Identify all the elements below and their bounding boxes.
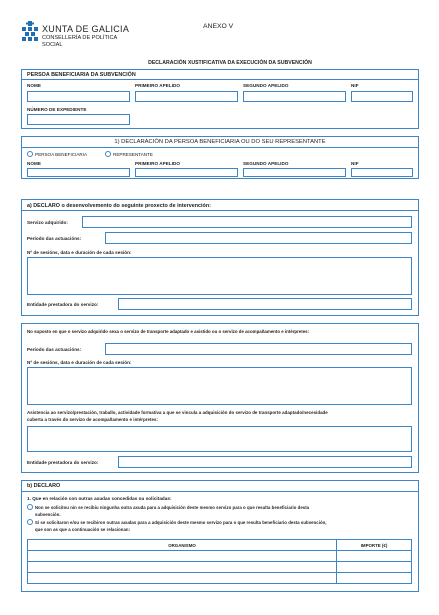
beneficiary-divider	[21, 79, 419, 80]
declarant-name-field[interactable]	[27, 168, 130, 177]
transport-provider-field[interactable]	[118, 456, 412, 468]
declaration-heading: 1) DECLARACIÓN DA PERSOA BENEFICIARIA OU DO SEU REPRESENTANTE	[114, 139, 326, 145]
period-label: Período das actuacións:	[27, 236, 82, 241]
no-other-aid-line2: subvención.	[35, 512, 61, 517]
transport-provider-label: Entidade prestadora do servizo:	[27, 460, 99, 465]
assistance-label-line1: Asistencia ao servizo/prestación, traballo, actividade formativa a que se vincula a adquisición do servizo de transporte adaptado/necesidade	[27, 410, 328, 415]
other-aid-question: 1. Que en relación con outras axudas concedidas ou solicitadas:	[27, 496, 172, 501]
sessions-label: Nº de sesións, data e duración de cada sesión:	[27, 250, 132, 255]
xunta-logo	[21, 21, 39, 45]
organismo-header: ORGANISMO	[28, 540, 337, 551]
period-field[interactable]	[105, 232, 412, 244]
table-row	[28, 551, 412, 562]
table-row	[28, 562, 412, 573]
document-title: DECLARACIÓN XUSTIFICATIVA DA EXECUCIÓN DA SUBVENCIÓN	[148, 60, 312, 66]
transport-period-field[interactable]	[105, 343, 412, 355]
declarant-nif-field[interactable]	[351, 168, 413, 177]
beneficiary-second-surname-field[interactable]	[243, 91, 346, 102]
declarant-first-surname-field[interactable]	[135, 168, 238, 177]
transport-period-label: Período das actuacións:	[27, 347, 82, 352]
file-number-label: NÚMERO DE EXPEDIENTE	[27, 107, 87, 112]
beneficiary-heading: PERSOA BENEFICIARIA DA SUBVENCIÓN	[27, 72, 136, 78]
declaration-divider	[21, 147, 419, 148]
service-field[interactable]	[82, 216, 412, 228]
declaro-divider	[21, 491, 419, 492]
importe-cell[interactable]	[337, 551, 412, 562]
file-number-field[interactable]	[27, 114, 130, 125]
xunta-logo-icon	[21, 21, 39, 45]
declarant-nif-label: NIF	[351, 161, 359, 166]
importe-cell[interactable]	[337, 562, 412, 573]
organismo-cell[interactable]	[28, 551, 337, 562]
importe-header: IMPORTE (€)	[337, 540, 412, 551]
transport-sessions-field[interactable]	[27, 367, 412, 405]
transport-sessions-label: Nº de sesións, data e duración de cada sesión:	[27, 360, 132, 365]
declarant-first-surname-label: PRIMEIRO APELIDO	[135, 161, 181, 166]
sessions-field[interactable]	[27, 257, 412, 295]
provider-field[interactable]	[118, 298, 412, 310]
beneficiary-radio[interactable]	[27, 151, 33, 157]
service-label: Servizo adquirido:	[27, 220, 68, 225]
representative-radio[interactable]	[105, 151, 111, 157]
declarant-name-label: NOME	[27, 161, 41, 166]
representative-radio-label: REPRESENTANTE	[113, 152, 153, 157]
annex-label: ANEXO V	[203, 23, 234, 30]
beneficiary-second-surname-label: SEGUNDO APELIDO	[243, 83, 289, 88]
declaro-heading: b) DECLARO	[27, 483, 61, 489]
table-header-row	[28, 540, 412, 551]
importe-cell[interactable]	[337, 573, 412, 584]
organismo-cell[interactable]	[28, 573, 337, 584]
beneficiary-nif-field[interactable]	[351, 91, 413, 102]
project-heading: a) DECLARO o desenvolvemento do seguinte proxecto de intervención:	[27, 203, 211, 209]
beneficiary-radio-label: PERSOA BENEFICIARIA	[35, 152, 88, 157]
project-divider	[21, 210, 419, 211]
other-aid-table	[27, 539, 412, 584]
dept-line-1: CONSELLERÍA DE POLÍTICA	[42, 35, 118, 41]
transport-intro: No suposto en que o servizo adquirido sexa o servizo de transporte adaptado e asistido ou o servizo de acompañamento e intérpretes:	[27, 329, 310, 334]
dept-line-2: SOCIAL	[42, 42, 63, 48]
table-row	[28, 573, 412, 584]
other-aid-radio[interactable]	[27, 519, 33, 525]
assistance-field[interactable]	[27, 426, 412, 452]
other-aid-line2: que son as que a continuación se relacionan:	[35, 527, 131, 532]
organismo-cell[interactable]	[28, 562, 337, 573]
assistance-label-line2: cuberta a través do servizo de acompañamento e intérpretes:	[27, 417, 159, 422]
org-name: XUNTA DE GALICIA	[42, 24, 130, 34]
beneficiary-first-surname-label: PRIMEIRO APELIDO	[135, 83, 181, 88]
provider-label: Entidade prestadora do servizo:	[27, 302, 99, 307]
no-other-aid-line1: Non se solicitou nin se recibiu ningunha outra axuda para a adquisición deste mesmo servizo para o que resulta beneficiario desta	[35, 505, 310, 510]
other-aid-line1: Si se solicitaron e/ou se recibiron outras axudas para a adquisición deste mesmo servizo para o que resulta beneficiario desta subvención,	[35, 520, 327, 525]
declarant-second-surname-label: SEGUNDO APELIDO	[243, 161, 289, 166]
beneficiary-first-surname-field[interactable]	[135, 91, 238, 102]
declarant-second-surname-field[interactable]	[243, 168, 346, 177]
no-other-aid-radio[interactable]	[27, 504, 33, 510]
beneficiary-name-field[interactable]	[27, 91, 130, 102]
beneficiary-name-label: NOME	[27, 83, 41, 88]
beneficiary-nif-label: NIF	[351, 83, 359, 88]
